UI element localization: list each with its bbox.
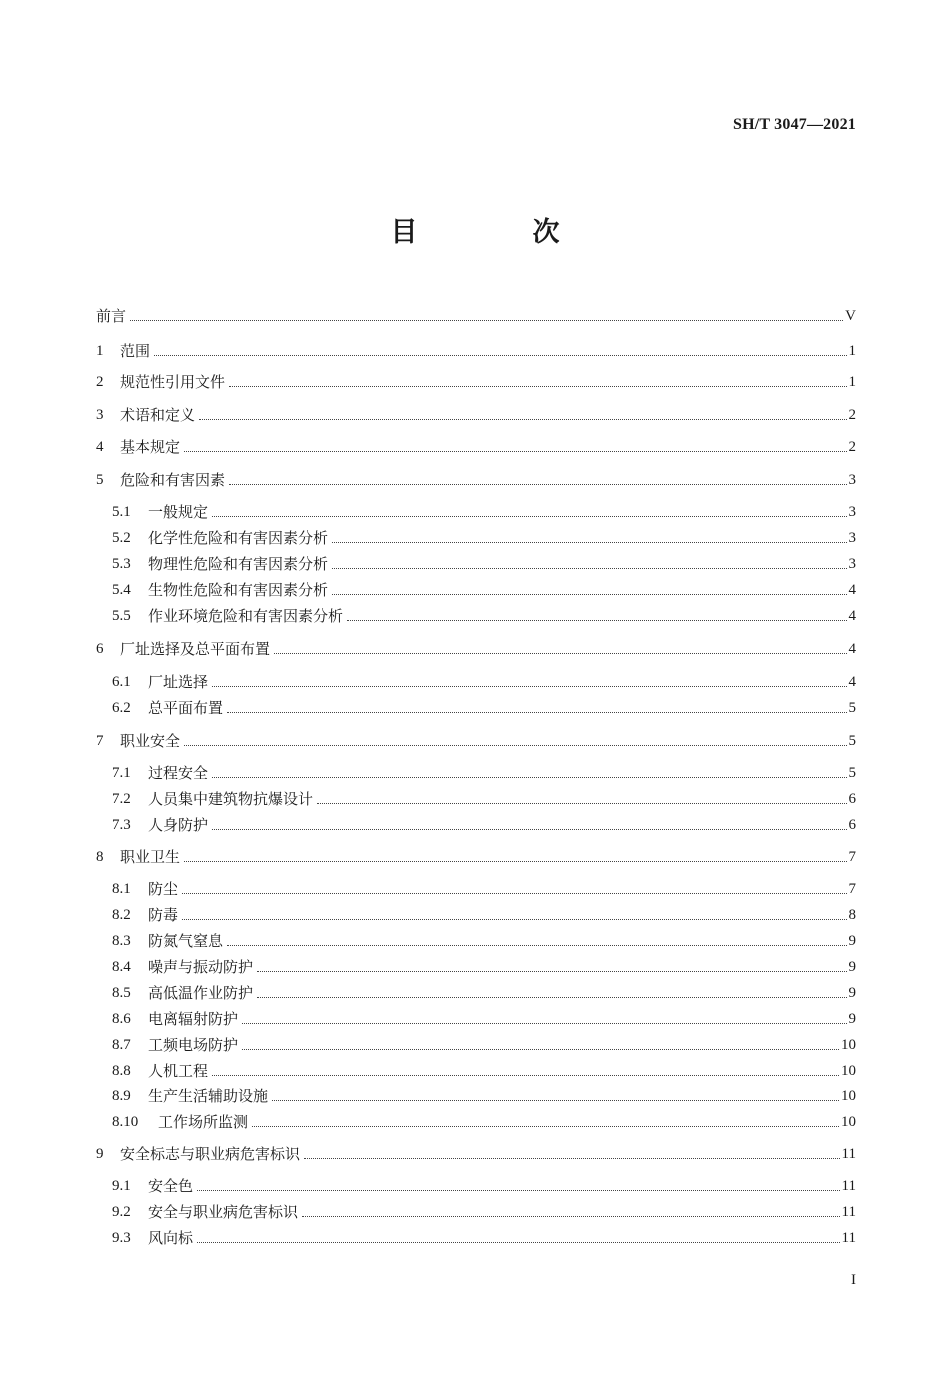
- toc-leader-dots: [182, 893, 846, 894]
- toc-entry-page: 5: [848, 765, 856, 781]
- toc-entry-title: 化学性危险和有害因素分析: [148, 529, 329, 547]
- toc-entry-page: 5: [848, 700, 856, 716]
- toc-entry-number: 9.1: [112, 1178, 131, 1194]
- toc-leader-dots: [197, 1242, 840, 1243]
- toc-entry-number: 5.4: [112, 582, 131, 598]
- toc-entry-title: 过程安全: [148, 764, 209, 782]
- toc-entry-page: 4: [848, 674, 856, 690]
- toc-entry-title: 物理性危险和有害因素分析: [148, 555, 329, 573]
- toc-entry-number: 8.5: [112, 985, 131, 1001]
- toc-leader-dots: [242, 1023, 846, 1024]
- toc-entry-title: 一般规定: [148, 503, 209, 521]
- toc-leader-dots: [212, 777, 846, 778]
- toc-entry[interactable]: [96, 404, 856, 426]
- toc-entry-title: 工作场所监测: [158, 1113, 249, 1131]
- toc-entry-title: 作业环境危险和有害因素分析: [148, 607, 344, 625]
- toc-leader-dots: [197, 1190, 840, 1191]
- toc-leader-dots: [184, 745, 846, 746]
- toc-leader-dots: [182, 919, 846, 920]
- toc-entry-title: 厂址选择及总平面布置: [120, 640, 271, 658]
- toc-entry-title: 防尘: [148, 880, 179, 898]
- toc-entry-page: 4: [848, 582, 856, 598]
- toc-entry[interactable]: [96, 501, 856, 523]
- toc-entry-title: 安全与职业病危害标识: [148, 1203, 299, 1221]
- toc-entry[interactable]: [96, 671, 856, 693]
- toc-entry-title: 人身防护: [148, 816, 209, 834]
- toc-entry-number: 7.1: [112, 765, 131, 781]
- toc-entry-number: 7: [96, 733, 104, 749]
- toc-entry-page: 7: [848, 849, 856, 865]
- toc-leader-dots: [184, 451, 846, 452]
- toc-entry-number: 6.1: [112, 674, 131, 690]
- toc-entry-title: 工频电场防护: [148, 1036, 239, 1054]
- page-number: I: [851, 1272, 856, 1288]
- toc-entry[interactable]: [96, 788, 856, 810]
- toc-entry[interactable]: [96, 1201, 856, 1223]
- toc-leader-dots: [274, 653, 846, 654]
- toc-leader-dots: [227, 712, 846, 713]
- toc-entry-title: 危险和有害因素: [120, 471, 226, 489]
- toc-entry[interactable]: [96, 1111, 856, 1133]
- toc-entry[interactable]: [96, 1175, 856, 1197]
- toc-entry-number: 8.10: [112, 1114, 139, 1130]
- toc-entry-page: 9: [848, 933, 856, 949]
- toc-leader-dots: [257, 997, 846, 998]
- toc-entry-number: 8.1: [112, 881, 131, 897]
- toc-entry[interactable]: [96, 305, 856, 327]
- toc-leader-dots: [212, 686, 846, 687]
- toc-entry[interactable]: [96, 553, 856, 575]
- toc-leader-dots: [304, 1158, 840, 1159]
- toc-entry[interactable]: [96, 1143, 856, 1165]
- toc-entry-page: 3: [848, 556, 856, 572]
- toc-entry-page: 10: [841, 1063, 856, 1079]
- toc-entry-title: 高低温作业防护: [148, 984, 254, 1002]
- toc-leader-dots: [130, 320, 843, 321]
- toc-leader-dots: [257, 971, 846, 972]
- toc-entry-page: 9: [848, 1011, 856, 1027]
- toc-entry[interactable]: [96, 846, 856, 868]
- toc-entry[interactable]: [96, 638, 856, 660]
- toc-leader-dots: [229, 484, 846, 485]
- toc-entry-page: 2: [848, 407, 856, 423]
- toc-entry-number: 9: [96, 1146, 104, 1162]
- toc-entry-page: 1: [848, 343, 856, 359]
- toc-leader-dots: [332, 568, 846, 569]
- toc-entry[interactable]: [96, 730, 856, 752]
- toc-entry[interactable]: [96, 1008, 856, 1030]
- toc-entry[interactable]: [96, 340, 856, 362]
- toc-entry[interactable]: [96, 956, 856, 978]
- toc-leader-dots: [242, 1049, 839, 1050]
- toc-entry-page: 2: [848, 439, 856, 455]
- toc-entry[interactable]: [96, 1060, 856, 1082]
- toc-leader-dots: [212, 516, 846, 517]
- toc-entry[interactable]: [96, 982, 856, 1004]
- toc-entry-number: 4: [96, 439, 104, 455]
- toc-entry-title: 基本规定: [120, 438, 181, 456]
- toc-entry-page: 8: [848, 907, 856, 923]
- toc-entry-number: 8.9: [112, 1088, 131, 1104]
- toc-entry-number: 5: [96, 472, 104, 488]
- toc-entry-page: 10: [841, 1037, 856, 1053]
- toc-entry-number: 5.1: [112, 504, 131, 520]
- toc-entry-page: 10: [841, 1088, 856, 1104]
- toc-entry-page: 4: [848, 608, 856, 624]
- toc-entry-number: 5.5: [112, 608, 131, 624]
- toc-leader-dots: [347, 620, 846, 621]
- toc-entry-number: 7.3: [112, 817, 131, 833]
- toc-entry-number: 8: [96, 849, 104, 865]
- toc-entry-title: 范围: [120, 342, 151, 360]
- toc-entry-page: 3: [848, 472, 856, 488]
- toc-entry[interactable]: [96, 697, 856, 719]
- toc-leader-dots: [252, 1126, 839, 1127]
- toc-entry-page: 6: [848, 791, 856, 807]
- toc-entry-title: 人机工程: [148, 1062, 209, 1080]
- toc-entry-number: 3: [96, 407, 104, 423]
- toc-leader-dots: [317, 803, 846, 804]
- toc-entry-title: 噪声与振动防护: [148, 958, 254, 976]
- toc-leader-dots: [154, 355, 846, 356]
- toc-leader-dots: [184, 861, 846, 862]
- toc-entry-page: 10: [841, 1114, 856, 1130]
- toc-entry-number: 2: [96, 374, 104, 390]
- standard-code: SH/T 3047—2021: [733, 116, 856, 133]
- toc-entry-title: 防氮气窒息: [148, 932, 224, 950]
- toc-entry-number: 8.8: [112, 1063, 131, 1079]
- toc-entry-number: 8.2: [112, 907, 131, 923]
- toc-entry-title: 前言: [96, 307, 127, 325]
- toc-entry-title: 生产生活辅助设施: [148, 1087, 269, 1105]
- toc-entry[interactable]: [96, 762, 856, 784]
- toc-entry[interactable]: [96, 469, 856, 491]
- toc-entry-number: 8.6: [112, 1011, 131, 1027]
- toc-entry-title: 术语和定义: [120, 406, 196, 424]
- toc-entry-page: 3: [848, 504, 856, 520]
- toc-entry-title: 职业安全: [120, 732, 181, 750]
- toc-entry[interactable]: [96, 878, 856, 900]
- toc-entry-title: 总平面布置: [148, 699, 224, 717]
- toc-entry-title: 人员集中建筑物抗爆设计: [148, 790, 314, 808]
- toc-entry[interactable]: [96, 904, 856, 926]
- toc-entry-page: V: [845, 308, 856, 324]
- toc-entry-page: 5: [848, 733, 856, 749]
- toc-entry-title: 安全色: [148, 1177, 194, 1195]
- toc-title: 目 次: [390, 217, 604, 248]
- toc-entry[interactable]: [96, 579, 856, 601]
- toc-leader-dots: [212, 829, 846, 830]
- toc-leader-dots: [227, 945, 846, 946]
- toc-leader-dots: [272, 1100, 839, 1101]
- toc-leader-dots: [332, 542, 846, 543]
- toc-leader-dots: [199, 419, 846, 420]
- toc-entry-number: 6: [96, 641, 104, 657]
- toc-entry-title: 风向标: [148, 1229, 194, 1247]
- toc-entry-title: 职业卫生: [120, 848, 181, 866]
- toc-entry-number: 5.2: [112, 530, 131, 546]
- toc-entry-number: 8.4: [112, 959, 131, 975]
- toc-entry-title: 厂址选择: [148, 673, 209, 691]
- toc-entry-number: 6.2: [112, 700, 131, 716]
- toc-entry[interactable]: [96, 930, 856, 952]
- toc-entry-page: 11: [841, 1230, 856, 1246]
- toc-entry-page: 6: [848, 817, 856, 833]
- toc-entry-number: 9.3: [112, 1230, 131, 1246]
- toc-entry-page: 7: [848, 881, 856, 897]
- toc-entry-number: 5.3: [112, 556, 131, 572]
- toc-entry-number: 7.2: [112, 791, 131, 807]
- toc-entry-page: 3: [848, 530, 856, 546]
- toc-entry[interactable]: [96, 436, 856, 458]
- toc-entry-number: 8.7: [112, 1037, 131, 1053]
- toc-entry-page: 11: [841, 1204, 856, 1220]
- toc-entry-number: 9.2: [112, 1204, 131, 1220]
- toc-entry-number: 1: [96, 343, 104, 359]
- toc-entry-page: 11: [841, 1146, 856, 1162]
- toc-entry-page: 4: [848, 641, 856, 657]
- toc-entry[interactable]: [96, 1227, 856, 1249]
- toc-leader-dots: [302, 1216, 840, 1217]
- toc-leader-dots: [212, 1075, 839, 1076]
- toc-leader-dots: [332, 594, 846, 595]
- toc-entry-title: 防毒: [148, 906, 179, 924]
- toc-entry[interactable]: [96, 1085, 856, 1107]
- toc-entry-title: 安全标志与职业病危害标识: [120, 1145, 301, 1163]
- toc-entry-number: 8.3: [112, 933, 131, 949]
- toc-entry[interactable]: [96, 371, 856, 393]
- toc-entry[interactable]: [96, 605, 856, 627]
- toc-entry[interactable]: [96, 527, 856, 549]
- toc-entry-page: 11: [841, 1178, 856, 1194]
- toc-entry-page: 9: [848, 959, 856, 975]
- toc-entry-title: 规范性引用文件: [120, 373, 226, 391]
- toc-entry[interactable]: [96, 1034, 856, 1056]
- toc-entry[interactable]: [96, 814, 856, 836]
- toc-entry-page: 9: [848, 985, 856, 1001]
- toc-entry-title: 生物性危险和有害因素分析: [148, 581, 329, 599]
- toc-leader-dots: [229, 386, 846, 387]
- toc-entry-title: 电离辐射防护: [148, 1010, 239, 1028]
- toc-entry-page: 1: [848, 374, 856, 390]
